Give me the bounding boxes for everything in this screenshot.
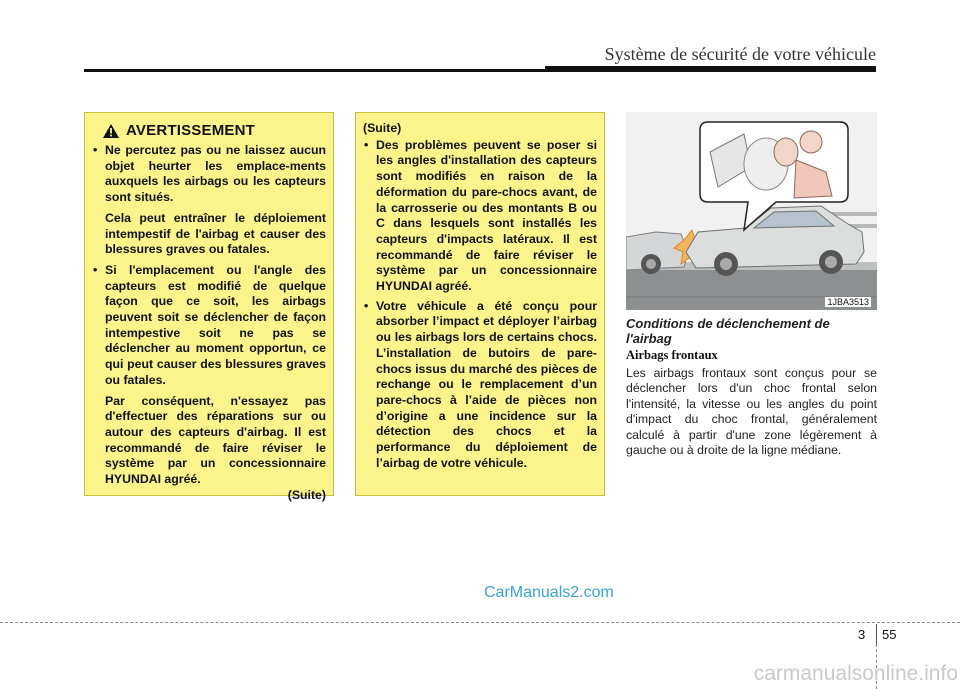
crash-illustration-icon bbox=[626, 112, 877, 310]
section-subtitle: Airbags frontaux bbox=[626, 348, 718, 362]
warning-paragraph: Cela peut entraîner le déploiement intempestif de l'airbag et causer des blessures graves ou fatales. bbox=[105, 210, 326, 257]
watermark-link[interactable]: CarManuals2.com bbox=[484, 584, 614, 601]
continued-label: (Suite) bbox=[363, 121, 402, 135]
warning-heading bbox=[102, 123, 326, 139]
warning-bullet-text: Ne percutez pas ou ne laissez aucun objet heurter les emplace-ments auxquels les airbags ou les capteurs sont situés. bbox=[105, 143, 326, 205]
section-body: Les airbags frontaux sont conçus pour se déclencher lors d'un choc frontal selon l'intensité, la vitesse ou les angles du point d'impact du choc frontal, généralement calculé à partir d'une zone légèrement à gauche ou à droite de la ligne médiane. bbox=[626, 366, 877, 458]
header-rule-accent bbox=[545, 66, 876, 72]
warning-bullet bbox=[92, 263, 326, 488]
warning-list bbox=[363, 138, 597, 472]
warning-box-2 bbox=[355, 112, 605, 496]
page-header-title: Système de sécurité de votre véhicule bbox=[604, 44, 876, 64]
chapter-number: 3 bbox=[858, 627, 866, 642]
continued-label: (Suite) bbox=[287, 487, 326, 502]
footer-dashed-line bbox=[0, 622, 960, 623]
airbag-illustration bbox=[626, 112, 877, 310]
warning-box-1 bbox=[84, 112, 334, 502]
warning-paragraph: Par conséquent, n'essayez pas d'effectuer des réparations sur ou autour des capteurs d'airbag. Il est recommandé de faire réviser le système par un concessionnaire HYUNDAI agréé. bbox=[105, 393, 326, 487]
footer-site-link[interactable]: carmanualsonline.info bbox=[753, 662, 958, 685]
warning-bullet: • Votre véhicule a été conçu pour absorber l’impact et déployer l’airbag ou les airbags lors de certains chocs. L’installation de butoirs de pare-chocs issus du marché des pièces de rechange ou le remplacement d’un pare-chocs à l’aide de pièces non d’origine a une incidence sur la détection des chocs et la performance du déploiement de l’airbag de votre véhicule. bbox=[363, 299, 597, 472]
figure-code: 1JBA3513 bbox=[827, 297, 869, 307]
warning-bullet bbox=[92, 143, 326, 258]
section-title: Conditions de déclenchement de l'airbag bbox=[626, 316, 830, 346]
page-number: 55 bbox=[882, 627, 897, 642]
warning-triangle-icon bbox=[102, 123, 120, 139]
warning-bullet-text: Si l'emplacement ou l'angle des capteurs est modifié de quelque façon que ce soit, les airbags peuvent soit se déclencher de façon intempestive soit ne pas se déclencher au moment opportun, ce qui peut causer des blessures graves ou fatales. bbox=[105, 262, 326, 387]
warning-title: AVERTISSEMENT bbox=[126, 122, 256, 140]
page-separator bbox=[876, 624, 877, 644]
warning-list bbox=[92, 143, 326, 488]
warning-bullet: • Des problèmes peuvent se poser si les angles d'installation des capteurs sont modifiés en raison de la déformation du pare-chocs avant, de la carrosserie ou des montants B ou C dans lesquels sont installés les capteurs d'impacts latéraux. Il est recommandé de faire réviser le système par un concessionnaire HYUNDAI agréé. bbox=[363, 138, 597, 295]
